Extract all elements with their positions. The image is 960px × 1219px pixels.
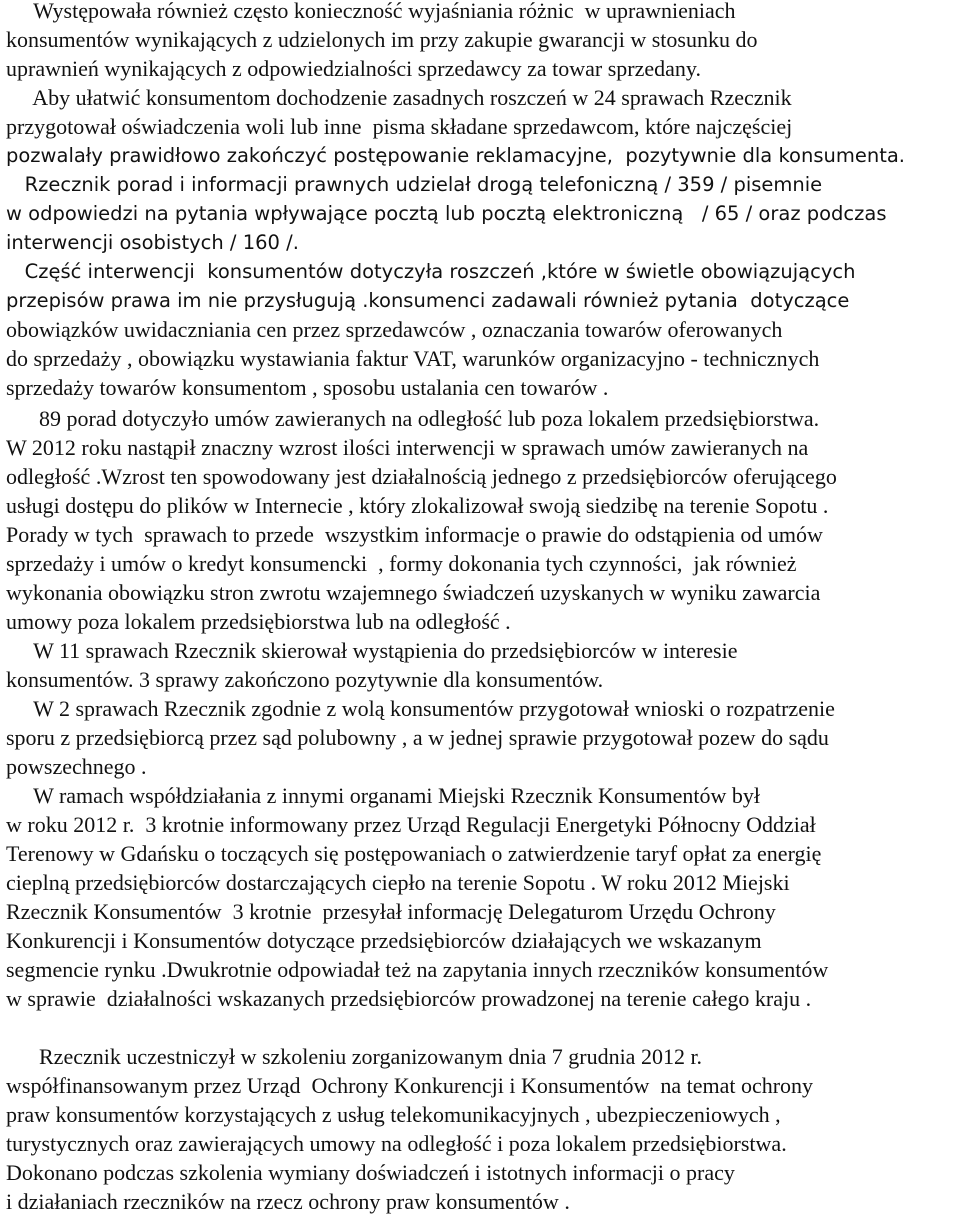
text-line: 89 porad dotyczyło umów zawieranych na odległość lub poza lokalem przedsiębiorstwa.: [6, 406, 820, 431]
text-line: Dokonano podczas szkolenia wymiany doświadczeń i istotnych informacji o pracy: [6, 1160, 735, 1185]
text-line: w sprawie działalności wskazanych przedsiębiorców prowadzonej na terenie całego kraju .: [6, 986, 812, 1011]
text-line: Aby ułatwić konsumentom dochodzenie zasadnych roszczeń w 24 sprawach Rzecznik: [6, 85, 792, 110]
text-line: umowy poza lokalem przedsiębiorstwa lub na odległość .: [6, 609, 511, 634]
text-line: pozwalały prawidłowo zakończyć postępowanie reklamacyjne, pozytywnie dla konsumenta.: [6, 144, 906, 167]
text-line: powszechnego .: [6, 754, 147, 779]
text-line: w odpowiedzi na pytania wpływające pocztą lub pocztą elektroniczną / 65 / oraz podczas: [6, 202, 887, 225]
text-line: konsumentów. 3 sprawy zakończono pozytywnie dla konsumentów.: [6, 667, 604, 692]
text-line: W ramach współdziałania z innymi organami Miejski Rzecznik Konsumentów był: [6, 783, 760, 808]
text-line: Konkurencji i Konsumentów dotyczące przedsiębiorców działających we wskazanym: [6, 928, 762, 953]
text-line: Rzecznik uczestniczył w szkoleniu zorganizowanym dnia 7 grudnia 2012 r.: [6, 1044, 703, 1069]
text-line: uprawnień wynikających z odpowiedzialności sprzedawcy za towar sprzedany.: [6, 56, 701, 81]
text-line: Rzecznik porad i informacji prawnych udzielał drogą telefoniczną / 359 / pisemnie: [6, 173, 823, 196]
text-line: W 2 sprawach Rzecznik zgodnie z wolą konsumentów przygotował wnioski o rozpatrzenie: [6, 696, 835, 721]
text-line: sprzedaży i umów o kredyt konsumencki , formy dokonania tych czynności, jak również: [6, 551, 797, 576]
text-line: Część interwencji konsumentów dotyczyła roszczeń ,które w świetle obowiązujących: [6, 260, 856, 283]
text-line: Występowała również często konieczność wyjaśniania różnic w uprawnieniach: [6, 0, 736, 23]
text-line: sporu z przedsiębiorcą przez sąd polubowny , a w jednej sprawie przygotował pozew do sądu: [6, 725, 829, 750]
text-line: konsumentów wynikających z udzielonych im przy zakupie gwarancji w stosunku do: [6, 27, 758, 52]
text-line: wykonania obowiązku stron zwrotu wzajemnego świadczeń uzyskanych w wyniku zawarcia: [6, 580, 821, 605]
text-line: obowiązków uwidaczniania cen przez sprzedawców , oznaczania towarów oferowanych: [6, 317, 783, 342]
text-line: współfinansowanym przez Urząd Ochrony Konkurencji i Konsumentów na temat ochrony: [6, 1073, 814, 1098]
text-line: do sprzedaży , obowiązku wystawiania faktur VAT, warunków organizacyjno - technicznych: [6, 346, 820, 371]
text-line: W 2012 roku nastąpił znaczny wzrost ilości interwencji w sprawach umów zawieranych na: [6, 435, 809, 460]
text-line: turystycznych oraz zawierających umowy na odległość i poza lokalem przedsiębiorstwa.: [6, 1131, 787, 1156]
text-line: usługi dostępu do plików w Internecie , który zlokalizował swoją siedzibę na terenie Sopotu .: [6, 493, 829, 518]
text-line: segmencie rynku .Dwukrotnie odpowiadał też na zapytania innych rzeczników konsumentów: [6, 957, 829, 982]
text-line: sprzedaży towarów konsumentom , sposobu ustalania cen towarów .: [6, 375, 609, 400]
text-line: Terenowy w Gdańsku o toczących się postępowaniach o zatwierdzenie taryf opłat za energię: [6, 841, 822, 866]
text-line: Rzecznik Konsumentów 3 krotnie przesyłał informację Delegaturom Urzędu Ochrony: [6, 899, 776, 924]
text-line: odległość .Wzrost ten spowodowany jest działalnością jednego z przedsiębiorców oferującego: [6, 464, 837, 489]
text-line: interwencji osobistych / 160 /.: [6, 231, 299, 254]
text-line: i działaniach rzeczników na rzecz ochrony praw konsumentów .: [6, 1189, 570, 1214]
text-line: Porady w tych sprawach to przede wszystkim informacje o prawie do odstąpienia od umów: [6, 522, 823, 547]
text-line: przepisów prawa im nie przysługują .konsumenci zadawali również pytania dotyczące: [6, 289, 850, 312]
text-line: w roku 2012 r. 3 krotnie informowany przez Urząd Regulacji Energetyki Północny Oddział: [6, 812, 816, 837]
text-line: praw konsumentów korzystających z usług telekomunikacyjnych , ubezpieczeniowych ,: [6, 1102, 781, 1127]
text-line: cieplną przedsiębiorców dostarczających ciepło na terenie Sopotu . W roku 2012 Miejski: [6, 870, 790, 895]
text-line: przygotował oświadczenia woli lub inne pisma składane sprzedawcom, które najczęściej: [6, 114, 793, 139]
text-line: W 11 sprawach Rzecznik skierował wystąpienia do przedsiębiorców w interesie: [6, 638, 738, 663]
